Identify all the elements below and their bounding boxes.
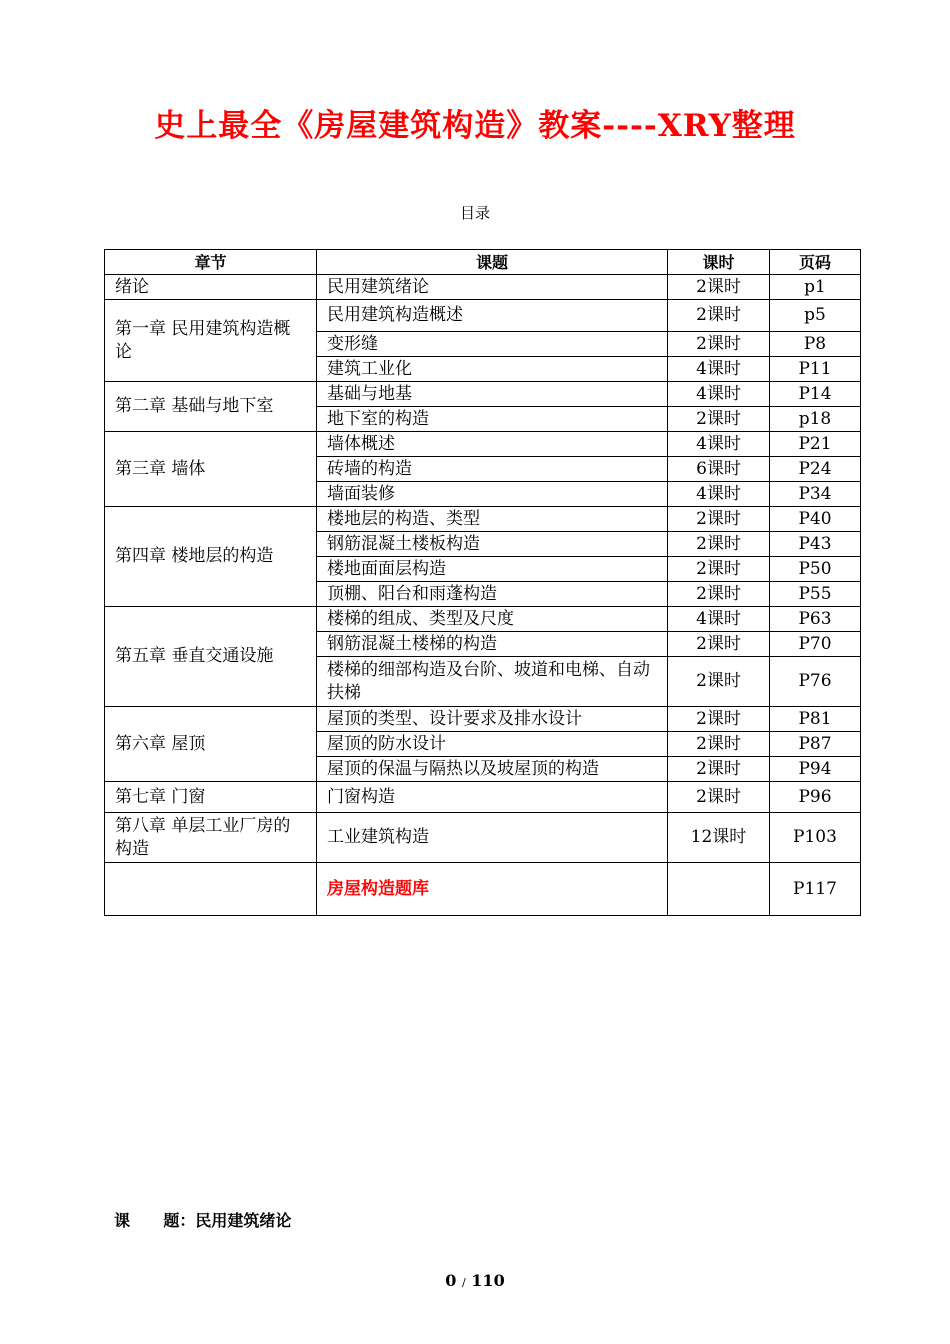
topic-cell: 地下室的构造 xyxy=(317,407,668,432)
page-cell: P63 xyxy=(770,607,861,632)
page-cell: P34 xyxy=(770,482,861,507)
table-row xyxy=(105,507,861,532)
page-cell: P96 xyxy=(770,782,861,813)
topic-cell: 钢筋混凝土楼梯的构造 xyxy=(317,632,668,657)
topic-cell: 楼梯的细部构造及台阶、坡道和电梯、自动扶梯 xyxy=(317,657,668,707)
hours-cell: 2课时 xyxy=(668,332,770,357)
page-cell: P81 xyxy=(770,707,861,732)
topic-cell: 墙面装修 xyxy=(317,482,668,507)
table-row xyxy=(105,432,861,457)
hours-cell: 2课时 xyxy=(668,507,770,532)
table-row xyxy=(105,607,861,632)
hours-cell: 2课时 xyxy=(668,532,770,557)
page-cell: P55 xyxy=(770,582,861,607)
topic-cell: 楼梯的组成、类型及尺度 xyxy=(317,607,668,632)
toc-table xyxy=(104,249,861,916)
toc-header-row xyxy=(105,250,861,275)
hours-cell: 2课时 xyxy=(668,782,770,813)
topic-cell: 基础与地基 xyxy=(317,382,668,407)
page-cell: P94 xyxy=(770,757,861,782)
hours-cell: 4课时 xyxy=(668,382,770,407)
hours-cell: 2课时 xyxy=(668,732,770,757)
table-row xyxy=(105,863,861,916)
chapter-cell: 第五章 垂直交通设施 xyxy=(105,607,317,707)
topic-cell: 民用建筑绪论 xyxy=(317,275,668,300)
page-cell: P117 xyxy=(770,863,861,916)
header-hours: 课时 xyxy=(668,250,770,275)
topic-cell: 屋顶的保温与隔热以及坡屋顶的构造 xyxy=(317,757,668,782)
hours-cell xyxy=(668,863,770,916)
table-row xyxy=(105,275,861,300)
table-row xyxy=(105,782,861,813)
chapter-cell: 第三章 墙体 xyxy=(105,432,317,507)
chapter-cell: 绪论 xyxy=(105,275,317,300)
page-cell: P50 xyxy=(770,557,861,582)
topic-cell: 变形缝 xyxy=(317,332,668,357)
chapter-cell: 第六章 屋顶 xyxy=(105,707,317,782)
page-cell: p5 xyxy=(770,300,861,332)
chapter-cell xyxy=(105,863,317,916)
topic-cell: 钢筋混凝土楼板构造 xyxy=(317,532,668,557)
page-cell: P76 xyxy=(770,657,861,707)
topic-cell: 工业建筑构造 xyxy=(317,813,668,863)
topic-cell: 墙体概述 xyxy=(317,432,668,457)
topic-cell: 房屋构造题库 xyxy=(317,863,668,916)
total-page-count: 110 xyxy=(471,1271,505,1290)
table-row xyxy=(105,813,861,863)
chapter-cell: 第四章 楼地层的构造 xyxy=(105,507,317,607)
hours-cell: 4课时 xyxy=(668,607,770,632)
toc-heading: 目录 xyxy=(459,204,490,222)
topic-cell: 楼地层的构造、类型 xyxy=(317,507,668,532)
chapter-cell: 第八章 单层工业厂房的构造 xyxy=(105,813,317,863)
page-cell: P103 xyxy=(770,813,861,863)
page-cell: P24 xyxy=(770,457,861,482)
hours-cell: 12课时 xyxy=(668,813,770,863)
chapter-cell: 第二章 基础与地下室 xyxy=(105,382,317,432)
topic-cell: 屋顶的类型、设计要求及排水设计 xyxy=(317,707,668,732)
topic-cell: 楼地面面层构造 xyxy=(317,557,668,582)
page-footer xyxy=(0,1271,950,1290)
page-cell: P87 xyxy=(770,732,861,757)
chapter-cell: 第一章 民用建筑构造概论 xyxy=(105,300,317,382)
header-page: 页码 xyxy=(770,250,861,275)
topic-cell: 建筑工业化 xyxy=(317,357,668,382)
hours-cell: 2课时 xyxy=(668,757,770,782)
chapter-cell: 第七章 门窗 xyxy=(105,782,317,813)
hours-cell: 2课时 xyxy=(668,275,770,300)
page-cell: P11 xyxy=(770,357,861,382)
hours-cell: 2课时 xyxy=(668,407,770,432)
topic-cell: 屋顶的防水设计 xyxy=(317,732,668,757)
hours-cell: 4课时 xyxy=(668,432,770,457)
lesson-heading: 课 题：民用建筑绪论 xyxy=(114,1211,292,1230)
hours-cell: 2课时 xyxy=(668,300,770,332)
topic-cell: 门窗构造 xyxy=(317,782,668,813)
page-cell: P43 xyxy=(770,532,861,557)
page-cell: p1 xyxy=(770,275,861,300)
hours-cell: 6课时 xyxy=(668,457,770,482)
hours-cell: 2课时 xyxy=(668,707,770,732)
topic-cell: 顶棚、阳台和雨蓬构造 xyxy=(317,582,668,607)
table-row xyxy=(105,382,861,407)
page-cell: P40 xyxy=(770,507,861,532)
current-page-number: 0 xyxy=(445,1271,457,1290)
hours-cell: 2课时 xyxy=(668,582,770,607)
page-cell: P70 xyxy=(770,632,861,657)
table-row xyxy=(105,300,861,332)
page-cell: P8 xyxy=(770,332,861,357)
hours-cell: 4课时 xyxy=(668,482,770,507)
page-cell: P14 xyxy=(770,382,861,407)
toc-body xyxy=(105,275,861,916)
hours-cell: 4课时 xyxy=(668,357,770,382)
page-cell: p18 xyxy=(770,407,861,432)
hours-cell: 2课时 xyxy=(668,557,770,582)
document-title: 史上最全《房屋建筑构造》教案----XRY整理 xyxy=(154,108,796,144)
page-cell: P21 xyxy=(770,432,861,457)
table-row xyxy=(105,707,861,732)
topic-cell: 民用建筑构造概述 xyxy=(317,300,668,332)
hours-cell: 2课时 xyxy=(668,632,770,657)
header-chapter: 章节 xyxy=(105,250,317,275)
page-separator: / xyxy=(462,1276,466,1289)
hours-cell: 2课时 xyxy=(668,657,770,707)
header-topic: 课题 xyxy=(317,250,668,275)
topic-cell: 砖墙的构造 xyxy=(317,457,668,482)
